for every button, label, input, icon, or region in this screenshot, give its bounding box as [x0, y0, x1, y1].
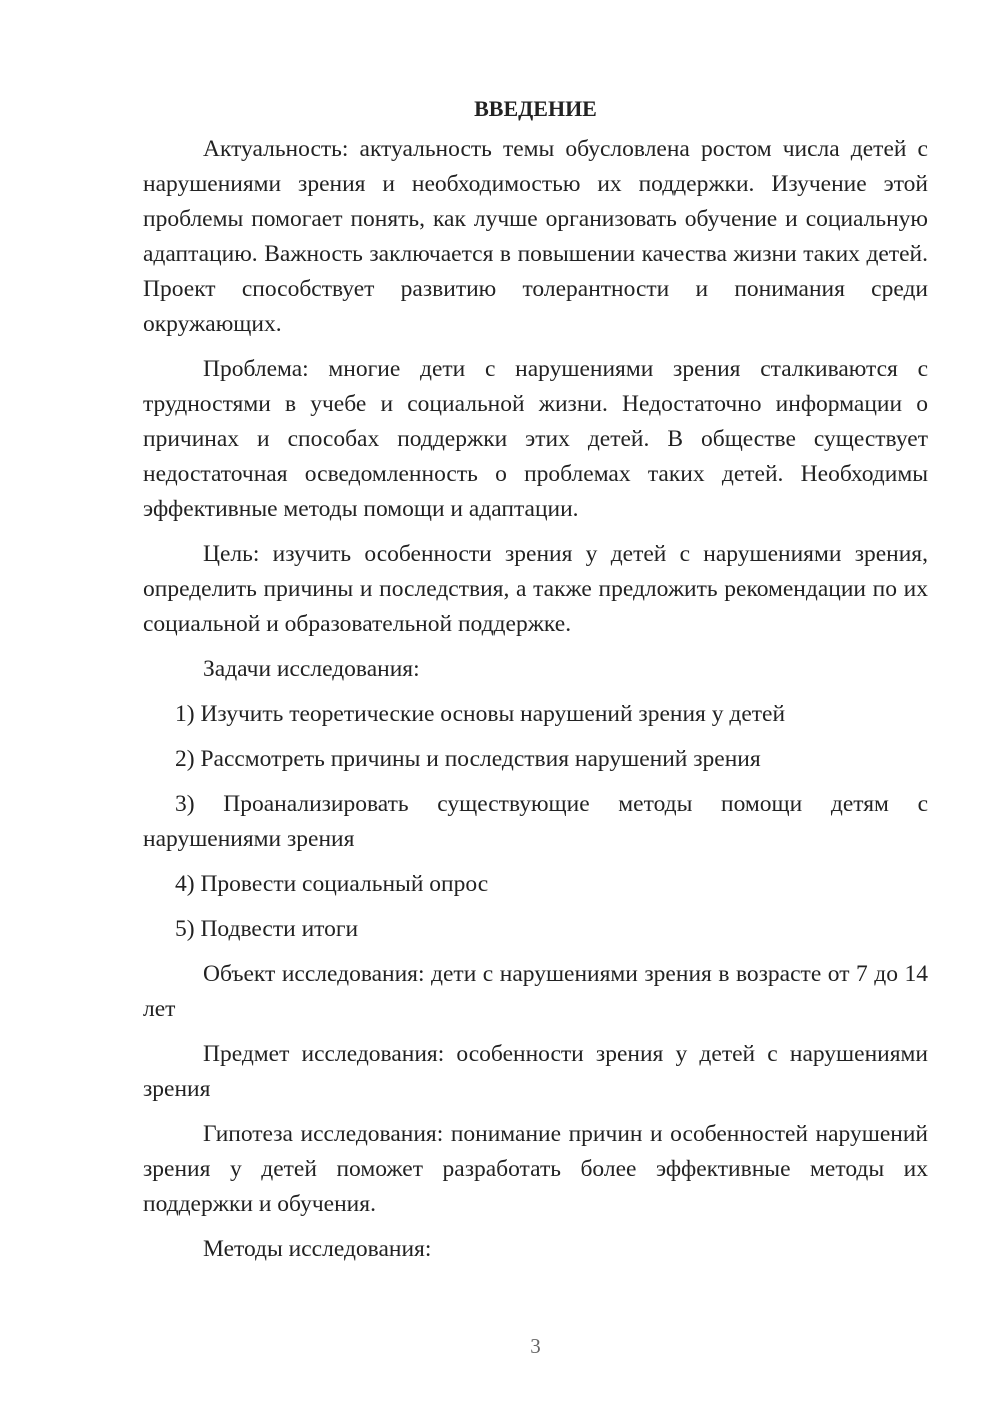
task-item-4: 4) Провести социальный опрос	[175, 871, 489, 897]
goal-paragraph: Цель: изучить особенности зрения у детей с нарушениями зрения, определить причины и последствия, а также предложить рекомендации по их социальной и образовательной поддержке.	[143, 541, 928, 637]
page-title: ВВЕДЕНИЕ	[474, 96, 597, 121]
subject-paragraph: Предмет исследования: особенности зрения у детей с нарушениями зрения	[143, 1041, 928, 1102]
task-item-2: 2) Рассмотреть причины и последствия нарушений зрения	[175, 746, 761, 772]
document-page	[143, 94, 928, 1277]
task-item-1: 1) Изучить теоретические основы нарушений зрения у детей	[175, 701, 786, 727]
page-number: 3	[530, 1334, 541, 1358]
task-item-5: 5) Подвести итоги	[175, 916, 359, 942]
hypothesis-paragraph: Гипотеза исследования: понимание причин и особенностей нарушений зрения у детей поможет разработать более эффективные методы их поддержки и обучения.	[143, 1121, 928, 1217]
object-paragraph: Объект исследования: дети с нарушениями зрения в возрасте от 7 до 14 лет	[143, 961, 928, 1022]
methods-label: Методы исследования:	[203, 1236, 432, 1262]
task-item-3: 3) Проанализировать существующие методы помощи детям с нарушениями зрения	[143, 791, 928, 852]
problem-paragraph: Проблема: многие дети с нарушениями зрения сталкиваются с трудностями в учебе и социальной жизни. Недостаточно информации о причинах и способах поддержки этих детей. В обществе существует недостаточная осведомленность о проблемах таких детей. Необходимы эффективные методы помощи и адаптации.	[143, 356, 928, 522]
tasks-label: Задачи исследования:	[203, 656, 420, 682]
relevance-paragraph: Актуальность: актуальность темы обусловлена ростом числа детей с нарушениями зрения и необходимостью их поддержки. Изучение этой проблемы помогает понять, как лучше организовать обучение и социальную адаптацию. Важность заключается в повышении качества жизни таких детей. Проект способствует развитию толерантности и понимания среди окружающих.	[143, 136, 928, 337]
